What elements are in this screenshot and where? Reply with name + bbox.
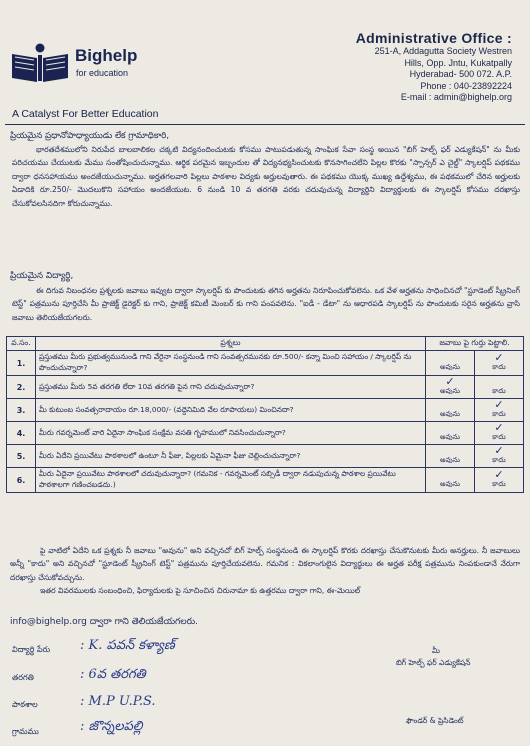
question-number: 5. <box>7 445 36 468</box>
answer-yes-label: అవును <box>440 433 460 441</box>
greeting: ప్రియమైన ప్రధానోపాధ్యాయుడు లేక గ్రామాధికారి, <box>10 131 170 141</box>
question-text: మీరు ఏదేని ప్రయివేటు పాఠశాలలో ఉంటూ నీ ఫీజు, పిల్లలకు ఏమైనా ఫీజు చెల్లించుచున్నారా? <box>36 445 426 468</box>
col-answer: జవాబు పై గుర్తు పెట్టాలి. <box>426 337 524 351</box>
answer-yes-label: అవును <box>440 456 460 464</box>
field-value-village: : జొన్నలపల్లి <box>80 719 143 734</box>
signature-role: ఫౌండర్ & ప్రెసిడెంట్ <box>406 716 464 725</box>
answer-no-option[interactable] <box>475 468 524 493</box>
contact-email: info@bighelp.org ద్వారా గాని తెలియజేయగలరు. <box>10 617 198 627</box>
field-label-class: తరగతి <box>12 673 34 682</box>
question-text: ప్రస్తుతము మీరు ప్రభుత్వమునుండి గాని వేరైనా సంస్థనుండి గాని సంవత్సరమునకు రూ.500/- కన్నా మించి సహాయం / స్కాలర్షిప్ ను పొందుచున్నారా? <box>36 351 426 376</box>
checkmark-icon: ✓ <box>494 421 504 434</box>
field-value-student-name: : K. పవన్ కళ్యాణ్ <box>80 638 175 653</box>
intro-paragraph: భారతదేశములోని నిరుపేద బాలబాలికల చక్కటి విద్యనందించుటకు కోసము పాటుపడుతున్న సాంఘిక సేవా సంస్థ అయిన "బిగ్ హెల్ప్ ఫర్ ఎడ్యుకేషన్" ను మీకు పరిచయము చేయుటకు మేము సంతోషించుచున్నాము. ఆర్థిక పరమైన ఇబ్బందుల తో విద్యనభ్యసించుటకు కొనసాగించలేని పిల్లల కొరకు "స్పాన్సర్ ఎ చైల్డ్" స్కాలర్షిప్ పథకము ద్వారా ధనసహాయము అందజేయుచున్నాము. అర్హతగలవారి పిల్లలు పాఠశాల విద్యకు అర్హులవుతారు. ఈ పథకము యొక్క ముఖ్య ఉద్దేశ్యము, ఈ పథకములో చేరిన అర్హులకు ఏడాదికి రూ.250/- మొదలుకొని సహాయం అందజేయుట. 6 నుండి 10 వ తరగతి వరకు చదువుచున్న విద్యార్థిని విద్యార్థులకు ఈ స్కాలర్షిప్ కోసము దరఖాస్తు చేసుకోవలసినదిగా కోరుచున్నాము. <box>12 145 520 208</box>
bighelp-logo-icon <box>10 42 70 84</box>
answer-no-label: కాదు <box>492 387 506 395</box>
answer-yes-label: అవును <box>440 387 460 395</box>
checkmark-icon: ✓ <box>445 375 455 388</box>
checkmark-icon <box>429 400 471 410</box>
checkmark-icon: ✓ <box>494 351 504 364</box>
checkmark-icon <box>429 470 471 480</box>
answer-no-label: కాదు <box>492 410 506 418</box>
outcome-paragraph: పై వాటిలో ఏదేని ఒక ప్రశ్నకు నీ జవాబు "అవును" అని వచ్చినచో బిగ్ హెల్ప్ సంస్థనుండి ఈ స్కాలర్షిప్ కొరకు దరఖాస్తు చేసుకొనుటకు మీరు అనర్హులు. నీ జవాబులు అన్నీ "కాదు" అని వచ్చినచో "స్టూడెంట్ స్క్రీనింగ్ టెస్ట్" పత్రమును పూర్తిచేయవలెను. గమనిక : వికలాంగులైన విద్యార్థులు ఈ అర్హత పరీక్ష పత్రమును నింపకుండానే నేరుగా దరఖాస్తు చేసుకోవచ్చును. <box>10 546 520 582</box>
question-number: 2. <box>7 376 36 399</box>
question-number: 6. <box>7 468 36 493</box>
question-row <box>7 399 524 422</box>
answer-yes-option[interactable] <box>426 445 475 468</box>
answer-yes-label: అవును <box>440 480 460 488</box>
address-line: Hyderabad- 500 072. A.P. <box>409 69 512 79</box>
tagline: A Catalyst For Better Education <box>12 108 159 120</box>
student-greeting: ప్రియమైన విద్యార్థి, <box>10 271 74 281</box>
checkmark-icon: ✓ <box>494 398 504 411</box>
answer-yes-option[interactable] <box>426 351 475 376</box>
field-label-school: పాఠశాల <box>12 700 38 709</box>
question-text: మీరు గవర్నమెంట్ వారి ఏదైనా సాంఘిక సంక్షేమ వసతి గృహములో నివసించుచున్నారా? <box>36 422 426 445</box>
answer-yes-label: అవును <box>440 363 460 371</box>
answer-no-option[interactable] <box>475 376 524 399</box>
checkmark-icon: ✓ <box>494 444 504 457</box>
answer-no-option[interactable] <box>475 422 524 445</box>
question-row <box>7 376 524 399</box>
brand-subtitle: for education <box>76 68 129 78</box>
checkmark-icon <box>429 446 471 456</box>
email-line: E-mail : admin@bighelp.org <box>400 92 512 102</box>
address-line: 251-A, Addagutta Society Westren <box>374 46 512 56</box>
question-number: 3. <box>7 399 36 422</box>
field-label-student-name: విద్యార్థి పేరు <box>12 645 51 654</box>
question-row <box>7 422 524 445</box>
answer-yes-option[interactable] <box>426 468 475 493</box>
question-number: 4. <box>7 422 36 445</box>
signature-salutation: మీ <box>432 646 440 655</box>
answer-no-label: కాదు <box>492 363 506 371</box>
header-divider <box>5 124 525 125</box>
col-question: ప్రశ్నలు <box>36 337 426 351</box>
address-line: Hills, Opp. Jntu, Kukatpally <box>404 57 512 68</box>
checkmark-icon <box>429 353 471 363</box>
question-number: 1. <box>7 351 36 376</box>
question-row <box>7 445 524 468</box>
checkmark-icon <box>478 377 520 387</box>
answer-yes-option[interactable] <box>426 376 475 399</box>
phone-line: Phone : 040-23892224 <box>420 80 512 91</box>
field-value-school: : M.P U.P.S. <box>80 694 156 709</box>
checkmark-icon: ✓ <box>494 468 504 481</box>
field-value-class: : 6వ తరగతి <box>80 667 146 682</box>
answer-no-option[interactable] <box>475 399 524 422</box>
question-text: మీరు ఏదైనా ప్రయివేటు పాఠశాలలో చదువుచున్నారా? (గమనిక - గవర్నమెంట్ సబ్సిడీ ద్వారా నడుపుచున్న పాఠశాల ప్రయివేటు పాఠశాలగా గణించబడదు.) <box>36 468 426 493</box>
col-number: వ.సం. <box>7 337 36 351</box>
question-row <box>7 468 524 493</box>
answer-no-label: కాదు <box>492 480 506 488</box>
answer-yes-option[interactable] <box>426 399 475 422</box>
contact-paragraph: ఇతర వివరములకు సంబంధించి, ఫిర్యాదులకు పై సూచించిన చిరునామా కు ఉత్తరము ద్వారా గాని, ఈ-మెయిల్ <box>40 586 361 595</box>
eligibility-questions-table <box>6 336 524 493</box>
answer-yes-label: అవును <box>440 410 460 418</box>
answer-no-option[interactable] <box>475 351 524 376</box>
office-title: Administrative Office : <box>355 30 512 46</box>
answer-no-label: కాదు <box>492 456 506 464</box>
answer-no-option[interactable] <box>475 445 524 468</box>
checkmark-icon <box>429 423 471 433</box>
question-row <box>7 351 524 376</box>
field-label-village: గ్రామము <box>12 727 39 736</box>
answer-yes-option[interactable] <box>426 422 475 445</box>
question-text: మీ కుటుంబ సంవత్సరాదాయం రూ.18,000/- (వద్దెనిమిది వేల రూపాయలు) మించినదా? <box>36 399 426 422</box>
brand-name: Bighelp <box>75 46 138 65</box>
instructions-paragraph: ఈ దిగువ నిబంధనల ప్రశ్నలకు జవాబు ఇవ్వుట ద్వారా స్కాలర్షిప్ కు పొందుటకు తగిన అర్హతను నిరూపించుకోవలెను. ఒక వేళ అర్హతను సాధించినచో "స్టూడెంట్ స్క్రీనింగ్ టెస్ట్" పత్రమును పూర్తిచేసి మీ ప్రాజెక్ట్ డైరెక్టర్ కు గాని, ప్రాజెక్ట్ కమిటీ మెంబర్ కు గాని పంపవలెను. "ఐడీ - డేటా" ను ఆధారపడి స్కాలర్షిప్ ను పొందుటకు సరైన అర్హతను వ్రాసి జవాబు తెలియజేయగలరు. <box>12 286 520 322</box>
signature-organization: బిగ్ హెల్ప్ ఫర్ ఎడ్యుకేషన్ <box>396 658 471 667</box>
answer-no-label: కాదు <box>492 433 506 441</box>
office-address-block <box>322 30 512 104</box>
question-text: ప్రస్తుతము మీరు 5వ తరగతి లేదా 10వ తరగతి పైన గాని చదువుచున్నారా? <box>36 376 426 399</box>
